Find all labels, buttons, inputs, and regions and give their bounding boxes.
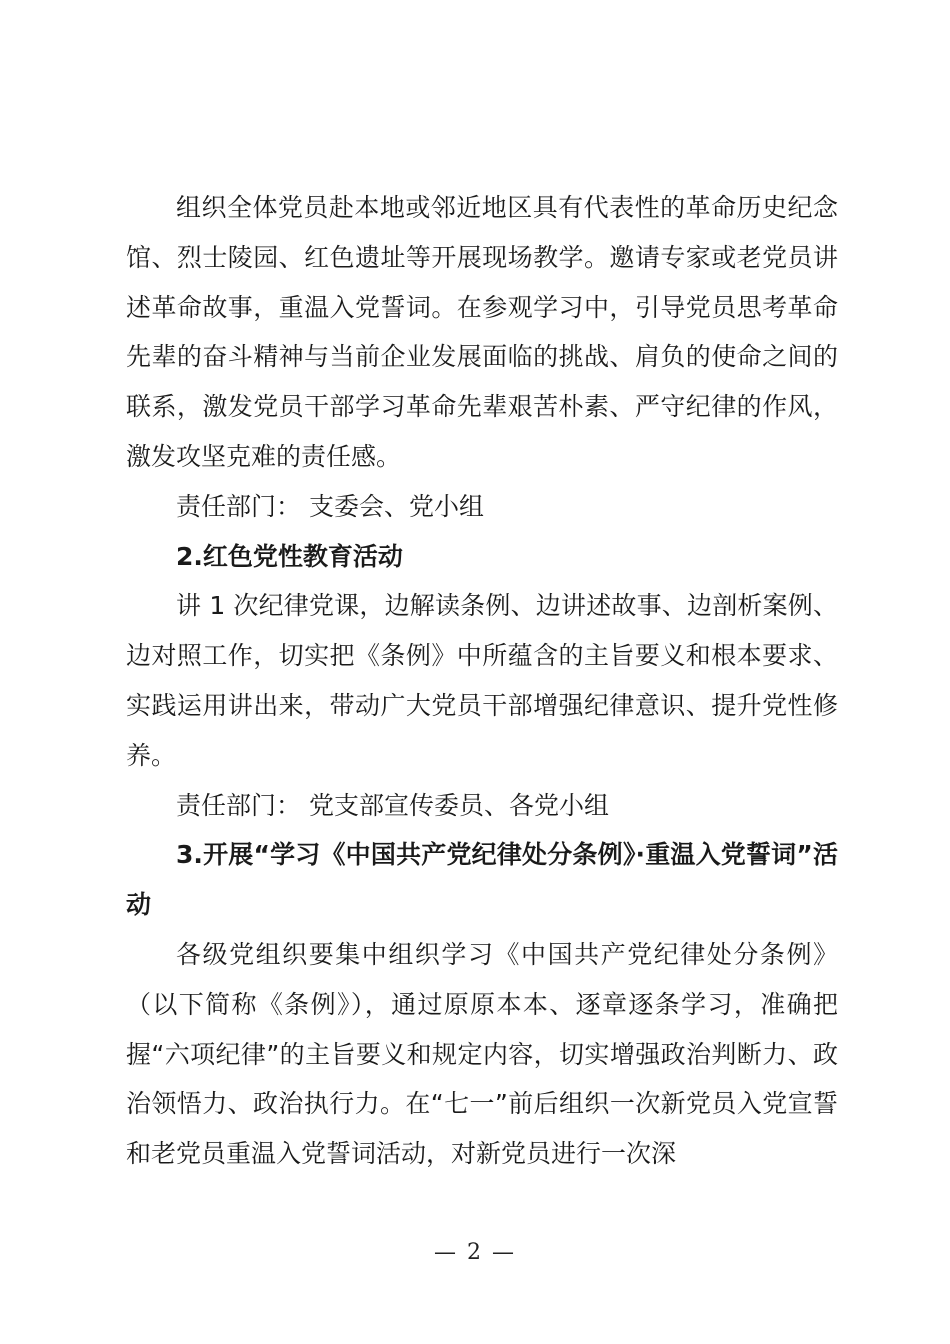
paragraph-responsible-dept-2: 责任部门： 党支部宣传委员、各党小组 bbox=[176, 790, 609, 820]
paragraph-responsible-dept-1: 责任部门： 支委会、党小组 bbox=[176, 491, 484, 521]
paragraph-discipline-lecture: 讲 1 次纪律党课，边解读条例、边讲述故事、边剖析案例、边对照工作，切实把《条例》中所蕴含的主旨要义和根本要求、实践运用讲出来，带动广大党员干部增强纪律意识、提升党性修养。 bbox=[126, 591, 838, 770]
document-body bbox=[126, 183, 838, 1179]
page-number: — 2 — bbox=[434, 1240, 516, 1265]
heading-study-regulations: 3.开展“学习《中国共产党纪律处分条例》·重温入党誓词”活动 bbox=[126, 840, 838, 920]
paragraph-field-trip: 组织全体党员赴本地或邻近地区具有代表性的革命历史纪念馆、烈士陵园、红色遗址等开展现场教学。邀请专家或老党员讲述革命故事，重温入党誓词。在参观学习中，引导党员思考革命先辈的奋斗精神与当前企业发展面临的挑战、肩负的使命之间的联系，激发党员干部学习革命先辈艰苦朴素、严守纪律的作风，激发攻坚克难的责任感。 bbox=[126, 193, 838, 471]
paragraph-study-regulations: 各级党组织要集中组织学习《中国共产党纪律处分条例》（以下简称《条例》），通过原原本本、逐章逐条学习，准确把握“六项纪律”的主旨要义和规定内容，切实增强政治判断力、政治领悟力、政治执行力。在“七一”前后组织一次新党员入党宣誓和老党员重温入党誓词活动，对新党员进行一次深 bbox=[126, 939, 838, 1169]
heading-red-party-education: 2.红色党性教育活动 bbox=[176, 541, 403, 571]
